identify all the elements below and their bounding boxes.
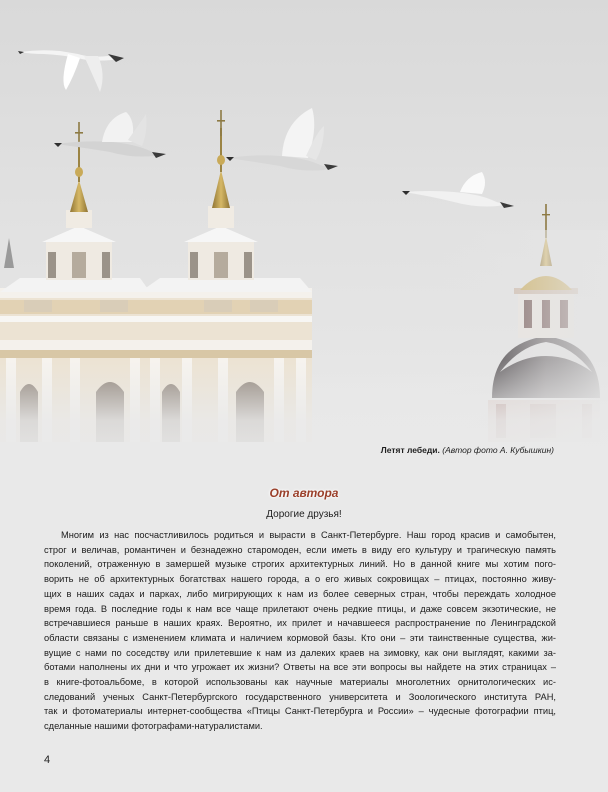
greeting: Дорогие друзья! (266, 509, 342, 520)
text-line: Многим из нас посчастливилось родиться и вырасти в Санкт-Петербурге. Наш город красив и самобытен, (61, 530, 556, 540)
body-text (44, 528, 556, 734)
text-line: ворить не об архитектурных богатствах нашего города, а о его живых сокровищах – птицах, постоянно живу- (44, 574, 556, 585)
text-line: вущие с нами по соседству или прилетевшие к нам из далеких краев на зимовку, как они выглядят, какими за- (44, 647, 556, 658)
text-line: так и фотоматериалы интернет-сообщества «Птицы Санкт-Петербурга и России» – чудесные фотографии птиц, (44, 706, 556, 717)
text-line: области связаны с изменением климата и наличием кормовой базы. Кто они – эти таинственные существа, жи- (44, 632, 556, 643)
text-line: в книге-фотоальбоме, в которой использованы как научные материалы многолетних орнитологических ис- (44, 677, 556, 688)
text-line: следований ученых Санкт-Петербургского государственного университета и Зоологического института РАН, (44, 691, 556, 702)
caption-title: Летят лебеди. (380, 445, 440, 455)
text-line: строг и величав, романтичен и безнадежно старомоден, если иметь в виду его культуру и трагическую память (44, 544, 556, 555)
caption-credit: (Автор фото А. Кубышкин) (442, 445, 554, 455)
text-line: сделанные нашими фотографами-натуралистами. (44, 721, 263, 732)
photo-caption (381, 445, 554, 455)
text-line: щих в наших садах и парках, либо мигрирующих к нам из более северных стран, чтобы переждать холодное (44, 588, 556, 599)
text-line: ботами наполнены их дни и что угрожает их жизни? Ответы на все эти вопросы вы найдете на этих страницах – (44, 662, 556, 673)
text-line: поколений, отраженную в замершей музыке строгих архитектурных линий. Но в данной книге мы хотим пого- (44, 559, 556, 570)
text-line: время года. В последние годы к нам все чаще прилетают очень редкие птицы, и даже совсем экзотические, не (44, 603, 556, 614)
page-number: 4 (44, 754, 51, 766)
section-title: От автора (269, 486, 339, 500)
text-line: встречавшиеся раньше в наших краях. Вероятно, их прилет и начавшееся распространение по Ленинградской (44, 618, 556, 629)
